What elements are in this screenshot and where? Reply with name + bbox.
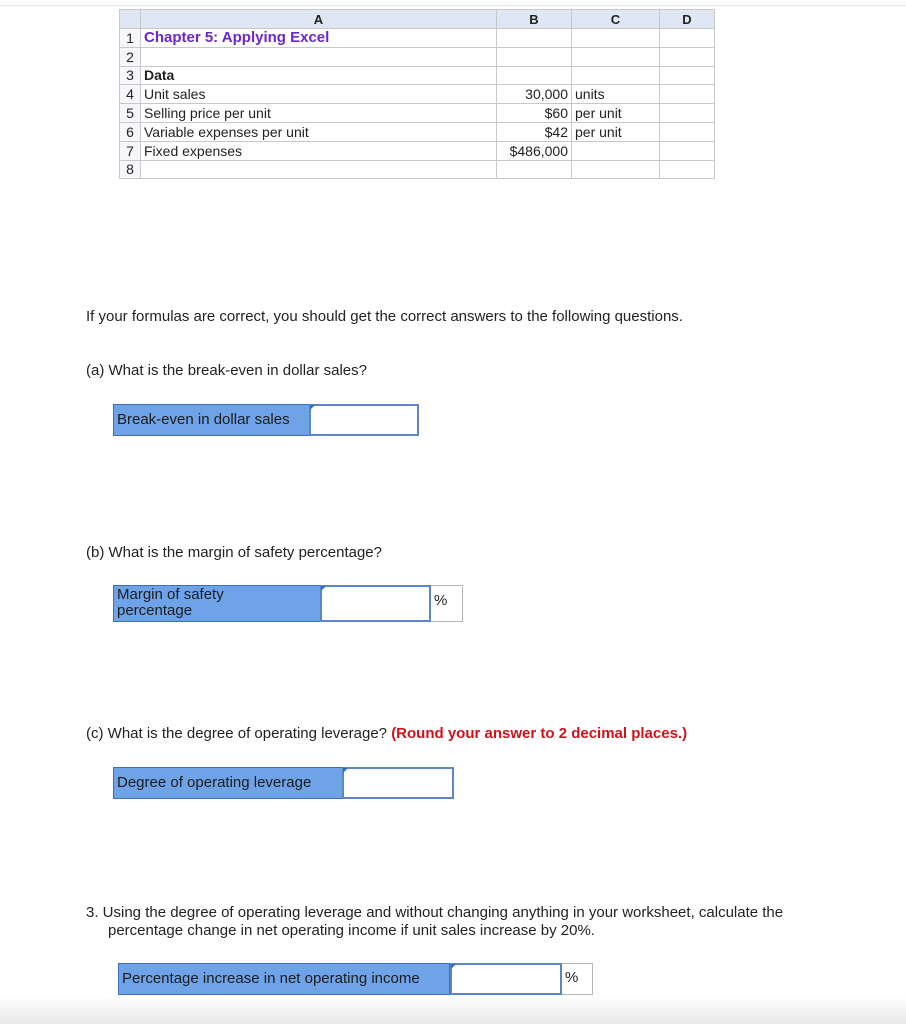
cell-b8 bbox=[497, 160, 572, 179]
row-number: 3 bbox=[120, 66, 141, 85]
row-number: 4 bbox=[120, 85, 141, 104]
column-header-d: D bbox=[660, 10, 715, 29]
cell-d8 bbox=[660, 160, 715, 179]
cell-b2 bbox=[497, 47, 572, 66]
input-marker-icon bbox=[343, 768, 348, 773]
cell-c7 bbox=[572, 141, 660, 160]
cell-c1 bbox=[572, 29, 660, 48]
cell-d5 bbox=[660, 104, 715, 123]
cell-b1 bbox=[497, 29, 572, 48]
question-c-text: (c) What is the degree of operating leverage? bbox=[86, 725, 388, 742]
column-header-b: B bbox=[497, 10, 572, 29]
input-marker-icon bbox=[321, 586, 326, 591]
percent-unit: % bbox=[562, 963, 593, 995]
cell-a8 bbox=[141, 160, 497, 179]
row-number: 2 bbox=[120, 47, 141, 66]
row-number: 1 bbox=[120, 29, 141, 48]
cell-b7: $486,000 bbox=[497, 141, 572, 160]
row-number: 7 bbox=[120, 141, 141, 160]
operating-leverage-label: Degree of operating leverage bbox=[113, 767, 343, 799]
row-number: 8 bbox=[120, 160, 141, 179]
corner-cell bbox=[120, 10, 141, 29]
cell-c5: per unit bbox=[572, 104, 660, 123]
question-a: (a) What is the break-even in dollar sales? bbox=[86, 362, 367, 379]
margin-of-safety-label-line2: percentage bbox=[117, 602, 193, 619]
top-divider bbox=[0, 0, 906, 6]
bottom-edge bbox=[0, 996, 906, 1024]
sheet-row bbox=[120, 160, 715, 179]
sheet-row bbox=[120, 85, 715, 104]
margin-of-safety-label-line1: Margin of safety bbox=[117, 586, 224, 603]
cell-b6: $42 bbox=[497, 122, 572, 141]
sheet-title-cell: Chapter 5: Applying Excel bbox=[141, 29, 497, 48]
cell-d4 bbox=[660, 85, 715, 104]
question-3-line2: percentage change in net operating income if unit sales increase by 20%. bbox=[108, 922, 595, 939]
question-c bbox=[86, 725, 687, 742]
sheet-row bbox=[120, 104, 715, 123]
operating-leverage-input[interactable] bbox=[342, 767, 454, 799]
margin-of-safety-label bbox=[113, 585, 321, 622]
cell-c8 bbox=[572, 160, 660, 179]
cell-c6: per unit bbox=[572, 122, 660, 141]
row-number: 5 bbox=[120, 104, 141, 123]
sheet-row bbox=[120, 47, 715, 66]
cell-a7: Fixed expenses bbox=[141, 141, 497, 160]
column-header-a: A bbox=[141, 10, 497, 29]
break-even-input[interactable] bbox=[309, 404, 419, 436]
cell-b3 bbox=[497, 66, 572, 85]
percent-unit: % bbox=[431, 585, 463, 622]
margin-of-safety-input[interactable] bbox=[320, 585, 431, 622]
column-header-row bbox=[120, 10, 715, 29]
input-marker-icon bbox=[451, 964, 456, 969]
sheet-row bbox=[120, 122, 715, 141]
cell-d2 bbox=[660, 47, 715, 66]
row-number: 6 bbox=[120, 122, 141, 141]
cell-c4: units bbox=[572, 85, 660, 104]
cell-d6 bbox=[660, 122, 715, 141]
question-b: (b) What is the margin of safety percentage? bbox=[86, 544, 382, 561]
cell-d7 bbox=[660, 141, 715, 160]
cell-a3: Data bbox=[141, 66, 497, 85]
cell-a6: Variable expenses per unit bbox=[141, 122, 497, 141]
sheet-row bbox=[120, 141, 715, 160]
intro-text: If your formulas are correct, you should get the correct answers to the following questions. bbox=[86, 308, 683, 325]
break-even-label: Break-even in dollar sales bbox=[113, 404, 310, 436]
cell-c2 bbox=[572, 47, 660, 66]
sheet-row bbox=[120, 29, 715, 48]
question-3-line1: 3. Using the degree of operating leverage and without changing anything in your worksheet, calculate the bbox=[86, 904, 784, 921]
cell-c3 bbox=[572, 66, 660, 85]
rounding-instruction: (Round your answer to 2 decimal places.) bbox=[391, 725, 688, 742]
cell-a5: Selling price per unit bbox=[141, 104, 497, 123]
column-header-c: C bbox=[572, 10, 660, 29]
cell-b5: $60 bbox=[497, 104, 572, 123]
sheet-row bbox=[120, 66, 715, 85]
cell-a2 bbox=[141, 47, 497, 66]
cell-b4: 30,000 bbox=[497, 85, 572, 104]
spreadsheet bbox=[119, 9, 715, 179]
net-income-increase-input[interactable] bbox=[450, 963, 562, 995]
cell-d3 bbox=[660, 66, 715, 85]
input-marker-icon bbox=[310, 405, 315, 410]
cell-d1 bbox=[660, 29, 715, 48]
net-income-increase-label: Percentage increase in net operating income bbox=[118, 963, 450, 995]
cell-a4: Unit sales bbox=[141, 85, 497, 104]
